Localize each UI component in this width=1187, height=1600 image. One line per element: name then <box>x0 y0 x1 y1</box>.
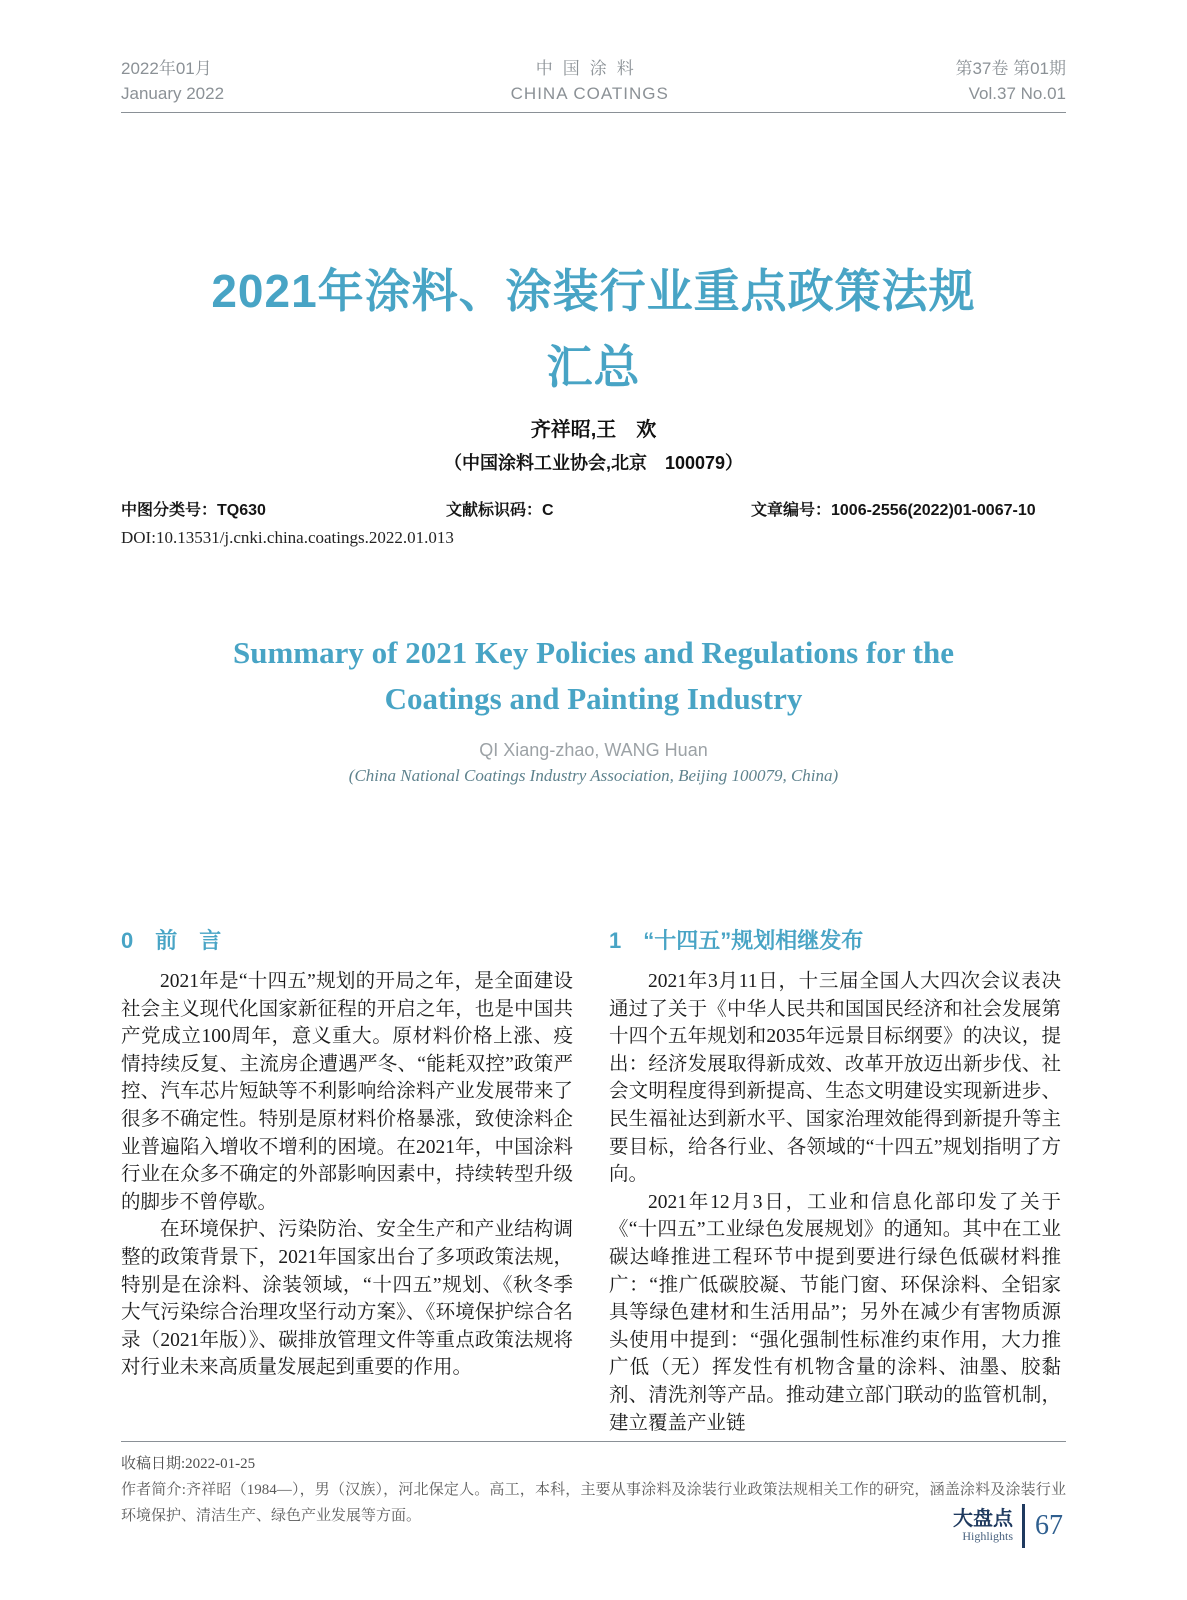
meta-article-id: 文章编号：1006-2556(2022)01-0067-10 <box>751 502 1036 519</box>
journal-header <box>121 0 1066 113</box>
paragraph: 2021年3月11日，十三届全国人大四次会议表决通过了关于《中华人民共和国国民经济和社会发展第十四个五年规划和2035年远景目标纲要》的决议，提出：经济发展取得新成效、改革开放迈出新步伐、社会文明程度得到新提高、生态文明建设实现新进步、民生福祉达到新水平、国家治理效能得到新提升等主要目标，给各行业、各领域的“十四五”规划指明了方向。 <box>609 971 1061 1186</box>
affiliation-zh: （中国涂料工业协会,北京 100079） <box>443 453 744 473</box>
journal-name-en: CHINA COATINGS <box>510 84 669 103</box>
footer-divider-bar <box>1022 1504 1025 1548</box>
header-volume-info <box>955 56 1066 106</box>
section-heading-1-plans: 1 “十四五”规划相继发布 <box>609 928 864 953</box>
page-footer <box>953 1504 1063 1548</box>
authors-zh: 齐祥昭,王 欢 <box>530 419 657 441</box>
volume-info-zh: 第37卷 第01期 <box>955 59 1066 78</box>
issue-date-zh: 2022年01月 <box>121 59 212 78</box>
paragraph: 2021年12月3日，工业和信息化部印发了关于《“十四五”工业绿色发展规划》的通知。其中在工业碳达峰推进工程环节中提到要进行绿色低碳材料推广：“推广低碳胶凝、节能门窗、环保涂料、全铝家具等绿色建材和生活用品”；另外在减少有害物质源头使用中提到：“强化强制性标准约束作用，大力推广低（无）挥发性有机物含量的涂料、油墨、胶黏剂、清洗剂等产品。推动建立部门联动的监管机制，建立覆盖产业链 <box>609 1191 1061 1434</box>
paragraph: 2021年是“十四五”规划的开局之年，是全面建设社会主义现代化国家新征程的开启之年，也是中国共产党成立100周年，意义重大。原材料价格上涨、疫情持续反复、主流房企遭遇严冬、“能耗双控”政策严控、汽车芯片短缺等不利影响给涂料产业发展带来了很多不确定性。特别是原材料价格暴涨，致使涂料企业普遍陷入增收不增利的困境。在2021年，中国涂料行业在众多不确定的外部影响因素中，持续转型升级的脚步不曾停歇。 <box>121 971 573 1213</box>
article-title-en-line2: Coatings and Painting Industry <box>384 681 803 716</box>
article-body <box>121 924 1066 1437</box>
meta-document-code: 文献标识码：C <box>446 502 554 519</box>
page-number: 67 <box>1035 1510 1063 1541</box>
body-column-left <box>121 924 573 1437</box>
footer-column-en: Highlights <box>962 1529 1013 1543</box>
header-journal-name <box>511 56 669 106</box>
issue-date-en: January 2022 <box>121 84 225 103</box>
affiliation-en: (China National Coatings Industry Association, Beijing 100079, China) <box>348 766 839 785</box>
article-title-zh-line1: 2021年涂料、涂装行业重点政策法规 <box>211 265 976 317</box>
section-heading-0-foreword: 0 前 言 <box>121 928 222 953</box>
meta-clc-number: 中图分类号：TQ630 <box>121 502 266 519</box>
article-title-en <box>121 630 1066 722</box>
article-title-zh-line2: 汇总 <box>546 341 641 393</box>
footnote-received-date: 收稿日期:2022-01-25 <box>121 1456 256 1473</box>
body-column-right <box>609 924 1061 1437</box>
authors-en: QI Xiang-zhao, WANG Huan <box>479 740 708 760</box>
footer-column-name <box>953 1509 1013 1543</box>
footnote-block <box>121 1441 1066 1529</box>
header-issue-date <box>121 56 224 106</box>
footnote-author-bio: 作者简介:齐祥昭（1984—），男（汉族），河北保定人。高工，本科，主要从事涂料及涂装行业政策法规相关工作的研究，涵盖涂料及涂装行业环境保护、清洁生产、绿色产业发展等方面。 <box>121 1482 1066 1525</box>
article-meta-row <box>121 497 1066 520</box>
page-content <box>121 0 1066 1529</box>
article-title-en-line1: Summary of 2021 Key Policies and Regulations for the <box>232 635 954 670</box>
meta-doi: DOI:10.13531/j.cnki.china.coatings.2022.01.013 <box>121 528 454 547</box>
volume-info-en: Vol.37 No.01 <box>968 84 1066 103</box>
footer-column-zh: 大盘点 <box>953 1508 1013 1530</box>
article-title-zh <box>121 253 1066 405</box>
journal-name-zh: 中国涂料 <box>535 59 644 78</box>
paragraph: 在环境保护、污染防治、安全生产和产业结构调整的政策背景下，2021年国家出台了多项政策法规，特别是在涂料、涂装领域，“十四五”规划、《秋冬季大气污染综合治理攻坚行动方案》、《环境保护综合名录（2021年版）》、碳排放管理文件等重点政策法规将对行业未来高质量发展起到重要的作用。 <box>121 1219 573 1379</box>
